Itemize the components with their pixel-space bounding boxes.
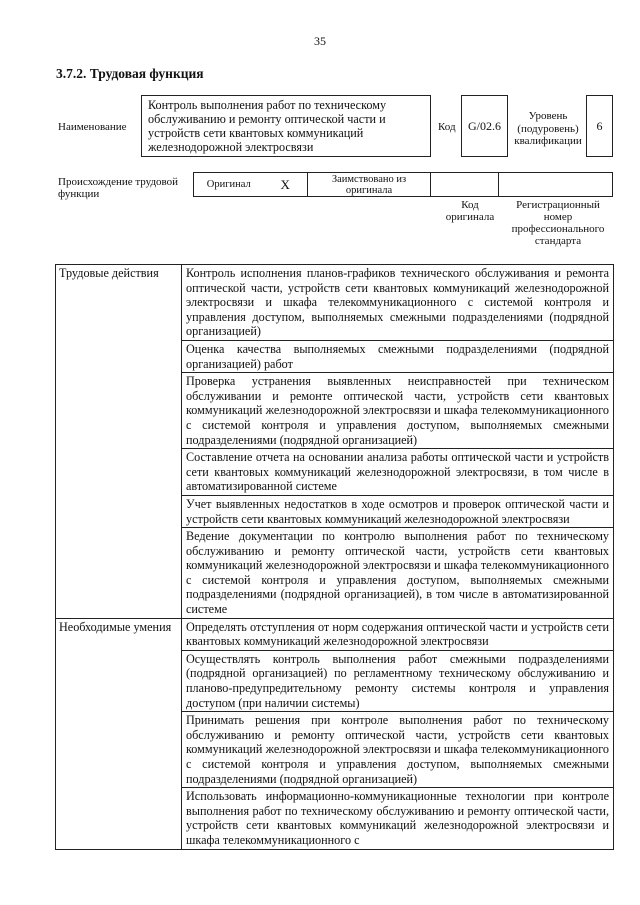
- function-level: 6: [586, 95, 613, 157]
- table-cell: Оценка качества выполняемых смежными подразделениями (подрядной организацией) работ: [182, 340, 614, 372]
- group-title: Трудовые действия: [56, 265, 182, 619]
- origin-code-label: Код оригинала: [445, 199, 495, 223]
- table-row: [56, 265, 614, 341]
- level-label: Уровень (подуровень) квалификации: [514, 110, 582, 147]
- labor-function-table: [55, 264, 614, 850]
- borrowed-label: Заимствовано из оригинала: [308, 173, 431, 197]
- table-cell: Принимать решения при контроле выполнения работ по техническому обслуживанию и ремонту оптической части, устройств сети квантовых коммуникаций железнодорожной электросвязи и шкафа телекоммуникационного с системой контроля и управления доступом, выполняемых смежными подразделениями (подрядной организацией): [182, 712, 614, 788]
- reg-number-cell: [499, 173, 613, 197]
- page-number: 35: [314, 34, 326, 48]
- origin-code-cell: [431, 173, 499, 197]
- table-cell: Ведение документации по контролю выполнения работ по техническому обслуживанию и ремонту оптической части, устройств сети квантовых коммуникаций железнодорожной электросвязи и шкафа телекоммуникационного с системой контроля и управления доступом, выполняемых смежными подразделениями (подрядной организацией), в том числе в автоматизированной системе: [182, 528, 614, 619]
- table-cell: Использовать информационно-коммуникационные технологии при контроле выполнения работ по техническому обслуживанию и ремонту оптической части, устройств сети квантовых коммуникаций железнодорожной электросвязи и шкафа телекоммуникационного с: [182, 788, 614, 849]
- origin-label: Происхождение трудовой функции: [58, 176, 179, 200]
- function-name: Контроль выполнения работ по техническому обслуживанию и ремонту оптической части и устройств сети квантовых коммуникаций железнодорожной электросвязи: [141, 95, 431, 157]
- table-cell: Учет выявленных недостатков в ходе осмотров и проверок оптической части и устройств сети квантовых коммуникаций железнодорожной электросвязи: [182, 495, 614, 527]
- section-title: 3.7.2. Трудовая функция: [56, 66, 204, 81]
- table-cell: Составление отчета на основании анализа работы оптической части и устройств сети квантовых коммуникаций железнодорожной электросвязи, в том числе в автоматизированной системе: [182, 449, 614, 496]
- table-cell: Контроль исполнения планов-графиков технического обслуживания и ремонта оптической части, устройств сети квантовых коммуникаций железнодорожной электросвязи и шкафа телекоммуникационного с системой контроля и управления доступом, выполняемых смежными подразделениями (подрядной организацией): [182, 265, 614, 341]
- original-label: Оригинал: [194, 173, 264, 197]
- table-cell: Определять отступления от норм содержания оптической части и устройств сети квантовых коммуникаций железнодорожной электросвязи: [182, 618, 614, 650]
- code-label: Код: [438, 121, 456, 133]
- original-mark: X: [264, 173, 308, 197]
- table-cell: Проверка устранения выявленных неисправностей при техническом обслуживании и ремонте оптической части, устройств сети квантовых коммуникаций железнодорожной электросвязи и шкафа телекоммуникационного с системой контроля и управления доступом, выполняемых смежными подразделениями (подрядной организацией): [182, 373, 614, 449]
- name-label: Наименование: [58, 121, 127, 133]
- origin-table: [193, 172, 613, 197]
- table-cell: Осуществлять контроль выполнения работ смежными подразделениями (подрядной организацией) по регламентному техническому обслуживанию и планово-предупредительному ремонту системы контроля и управления доступом (при наличии системы): [182, 650, 614, 711]
- table-row: [56, 618, 614, 650]
- reg-number-label: Регистрационный номер профессионального стандарта: [511, 199, 605, 247]
- group-title: Необходимые умения: [56, 618, 182, 849]
- function-code: G/02.6: [461, 95, 508, 157]
